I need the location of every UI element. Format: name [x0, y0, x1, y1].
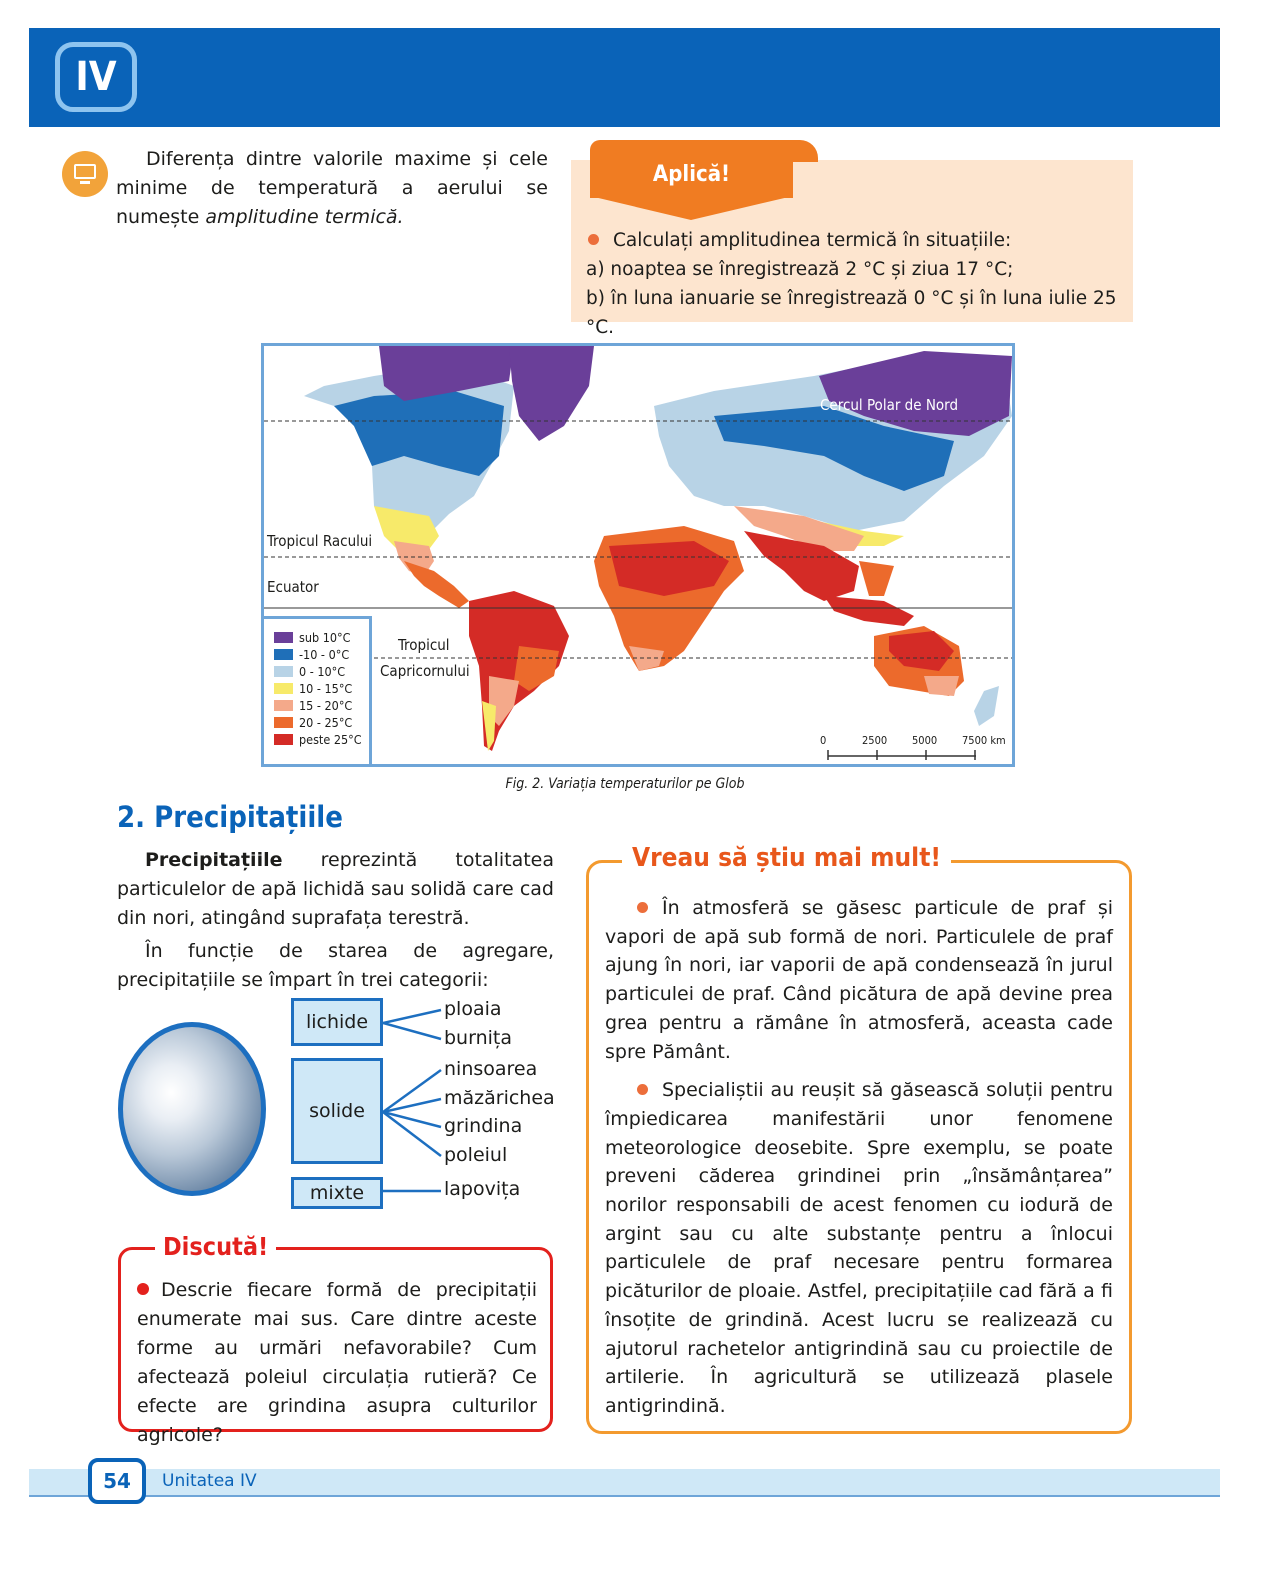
aplica-content	[586, 226, 1131, 342]
legend-swatch	[274, 666, 293, 677]
legend-swatch	[274, 649, 293, 660]
intro-text: Diferența dintre valorile maxime și cele minime de temperatură a aerului se numește	[116, 148, 548, 228]
category-connectors	[383, 995, 445, 1205]
precip-item: poleiul	[444, 1144, 508, 1166]
map-legend	[264, 616, 372, 764]
intro-term: amplitudine termică.	[205, 206, 404, 228]
legend-swatch	[274, 734, 293, 745]
sky-clouds-image	[118, 1022, 266, 1196]
map-label-arctic-circle: Cercul Polar de Nord	[820, 396, 959, 414]
map-label-tropic-cancer: Tropicul Racului	[267, 532, 373, 550]
aplica-title: Aplică!	[652, 162, 731, 187]
figure-caption: Fig. 2. Variația temperaturilor pe Glob	[505, 776, 745, 792]
section-title: 2. Precipitațiile	[117, 800, 343, 834]
legend-swatch	[274, 717, 293, 728]
legend-item: sub 10°C	[274, 631, 350, 645]
vreau-paragraph-1: În atmosferă se găsesc particule de praf și vapori de apă sub formă de nori. Particulele de praf ajung în nori, iar vaporii de apă condensează în jurul particulei de praf. Când picătura de apă devine prea grea pentru a rămâne în atmosferă, aceasta cade spre Pământ.	[605, 897, 1113, 1063]
legend-item: -10 - 0°C	[274, 648, 349, 662]
computer-icon	[62, 151, 108, 197]
legend-item: 20 - 25°C	[274, 716, 352, 730]
vreau-paragraph-2: Specialiștii au reușit să găsească soluții pentru împiedicarea manifestării unor fenomene meteorologice deosebite. Spre exemplu, se poate preveni căderea grindinei prin „însămânțarea” norilor responsabili de acest fenomen cu iodură de argint sau cu alte substanțe pentru a înlocui particulele de praf necesare pentru formarea picăturilor de ploaie. Astfel, precipitațiile cad fără a fi însoțite de grindină. Acest lucru se realizează cu ajutorul rachetelor antigrindină sau cu proiectile de artilerie. În agricultură se utilizează plasele antigrindină.	[605, 1079, 1113, 1417]
precip-item: grindina	[444, 1115, 523, 1137]
scale-label-7500: 7500 km	[962, 734, 1006, 747]
intro-paragraph	[116, 145, 548, 232]
header-band	[29, 28, 1220, 127]
vreau-text	[605, 894, 1113, 1431]
precip-item: ploaia	[444, 998, 502, 1020]
bullet-icon	[637, 902, 648, 913]
legend-item: 10 - 15°C	[274, 682, 352, 696]
aplica-banner-arrow	[590, 196, 793, 220]
footer-unit: Unitatea IV	[162, 1471, 257, 1491]
legend-item: peste 25°C	[274, 733, 362, 747]
legend-item: 15 - 20°C	[274, 699, 352, 713]
aplica-item-b: b) în luna ianuarie se înregistrează 0 °C și în luna iulie 25 °C.	[586, 288, 1117, 338]
term-bold: Precipitațiile	[145, 849, 283, 871]
precip-item: lapovița	[444, 1178, 521, 1200]
map-label-tropic-capricorn-1: Tropicul	[398, 636, 450, 654]
scale-label-5000: 5000	[912, 734, 938, 747]
scale-label-0: 0	[820, 734, 827, 747]
category-mixed: mixte	[291, 1177, 383, 1209]
map-label-tropic-capricorn-2: Capricornului	[380, 662, 470, 680]
discuta-title: Discută!	[155, 1232, 276, 1261]
precipitation-text: Precipitațiile reprezintă totalitatea particulelor de apă lichidă sau solidă care cad din nori, atingând suprafața terestră. În funcție de starea de agregare, precipitațiile se împart în trei categorii:	[117, 846, 554, 999]
legend-swatch	[274, 700, 293, 711]
categories-intro: În funcție de starea de agregare, precipitațiile se împart în trei categorii:	[117, 940, 554, 991]
legend-swatch	[274, 683, 293, 694]
vreau-title: Vreau să știu mai mult!	[622, 843, 951, 873]
aplica-question: Calculați amplitudinea termică în situațiile:	[613, 230, 1012, 251]
category-solid: solide	[291, 1058, 383, 1164]
precip-item: ninsoarea	[444, 1058, 538, 1080]
bullet-icon	[137, 1283, 149, 1295]
scale-label-2500: 2500	[862, 734, 888, 747]
aplica-item-a: a) noaptea se înregistrează 2 °C și ziua 17 °C;	[586, 259, 1014, 280]
discuta-text: Descrie fiecare formă de precipitații enumerate mai sus. Care dintre aceste forme au urmări nefavorabile? Cum afectează poleiul circulația rutieră? Ce efecte are grindina asupra culturilor agricole?	[137, 1279, 537, 1446]
legend-swatch	[274, 632, 293, 643]
bullet-icon	[588, 234, 599, 245]
map-label-equator: Ecuator	[267, 578, 319, 596]
category-liquid: lichide	[291, 998, 383, 1046]
legend-item: 0 - 10°C	[274, 665, 345, 679]
precip-item: burnița	[444, 1027, 512, 1049]
unit-badge: IV	[55, 42, 137, 112]
bullet-icon	[637, 1084, 648, 1095]
page-number: 54	[88, 1458, 146, 1504]
precip-item: măzărichea	[444, 1087, 555, 1109]
